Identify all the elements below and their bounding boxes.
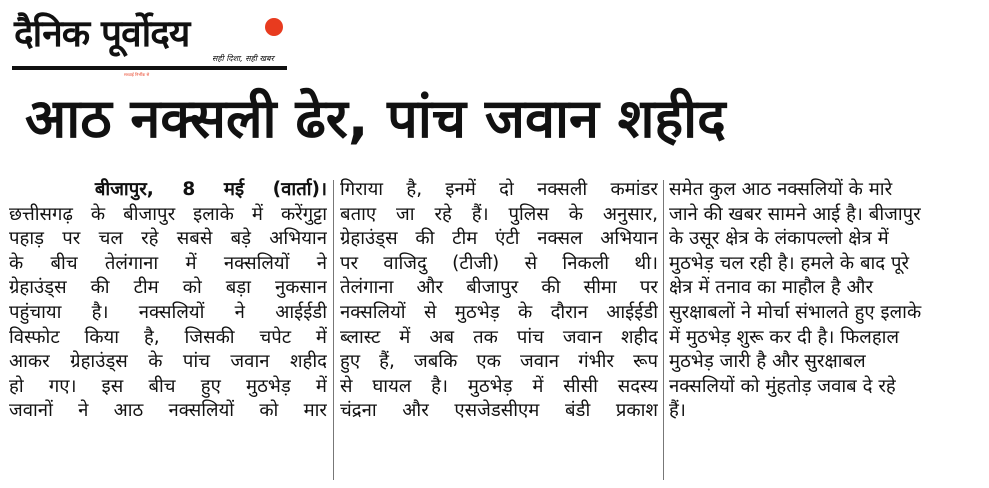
text-line: से घायल है। मुठभेड़ में सीसी सदस्य	[340, 375, 658, 397]
text-line: तेलंगाना और बीजापुर की सीमा पर	[340, 277, 658, 299]
masthead-rule	[12, 66, 287, 70]
column-divider	[333, 180, 334, 480]
article-column-1	[9, 178, 327, 484]
text-line: मुठभेड़ जारी है और सुरक्षाबल	[669, 351, 866, 373]
text-line: मुठभेड़ चल रही है। हमले के बाद पूरे	[669, 252, 910, 274]
article-column-2	[340, 178, 658, 484]
text-line: समेत कुल आठ नक्सलियों के मारे	[669, 179, 893, 200]
text-line: पहाड़ पर चल रहे सबसे बड़े अभियान	[9, 228, 327, 250]
text-line: नक्सलियों से मुठभेड़ के दौरान आईईडी	[340, 301, 658, 323]
article-headline: आठ नक्सली ढेर, पांच जवान शहीद	[25, 87, 726, 150]
text-line: छत्तीसगढ़ के बीजापुर इलाके में करेंगुट्टा	[9, 203, 327, 225]
text-line: पर वाजिदु (टीजी) से निकली थी।	[340, 252, 658, 274]
text-line: सुरक्षाबलों ने मोर्चा संभालते हुए इलाके	[669, 301, 922, 323]
text-line: विस्फोट किया है, जिसकी चपेट में	[9, 326, 327, 348]
text-line: बताए जा रहे हैं। पुलिस के अनुसार,	[340, 203, 658, 225]
text-line: चंद्रना और एसजेडसीएम बंडी प्रकाश	[340, 400, 658, 422]
text-line: हुए हैं, जबकि एक जवान गंभीर रूप	[340, 351, 658, 373]
text-line: जाने की खबर सामने आई है। बीजापुर	[669, 203, 921, 225]
text-line: ग्रेहाउंड्स की टीम एंटी नक्सल अभियान	[340, 228, 658, 250]
article-column-3	[669, 178, 981, 484]
text-line: क्षेत्र में तनाव का माहौल है और	[669, 277, 874, 299]
text-line: में मुठभेड़ शुरू कर दी है। फिलहाल	[669, 326, 899, 348]
masthead	[12, 6, 287, 77]
text-line: ग्रेहाउंड्स की टीम को बड़ा नुकसान	[9, 277, 327, 299]
column-divider	[663, 180, 664, 480]
text-line: ब्लास्ट में अब तक पांच जवान शहीद	[340, 326, 658, 348]
text-line: आकर ग्रेहाउंड्स के पांच जवान शहीद	[9, 351, 327, 373]
text-line: जवानों ने आठ नक्सलियों को मार	[9, 400, 327, 422]
text-line: गिराया है, इनमें दो नक्सली कमांडर	[340, 179, 658, 200]
text-line: के बीच तेलंगाना में नक्सलियों ने	[9, 252, 327, 274]
text-line: नक्सलियों को मुंहतोड़ जवाब दे रहे	[669, 375, 896, 397]
text-line: के उसूर क्षेत्र के लंकापल्लो क्षेत्र में	[669, 228, 889, 250]
text-line: पहुंचाया है। नक्सलियों ने आईईडी	[9, 301, 327, 323]
subtagline: सच्चाई निर्भीक से	[124, 72, 150, 77]
newspaper-logo: दैनिक पूर्वोदय	[14, 12, 190, 55]
tagline: सही दिशा, सही खबर	[212, 54, 274, 63]
text-line: हो गए। इस बीच हुए मुठभेड़ में	[9, 375, 327, 397]
logo-dot-icon	[265, 18, 283, 36]
dateline	[9, 178, 327, 203]
dateline-text: बीजापुर, 8 मई (वार्ता)।	[94, 179, 327, 200]
text-line: हैं।	[669, 400, 686, 422]
